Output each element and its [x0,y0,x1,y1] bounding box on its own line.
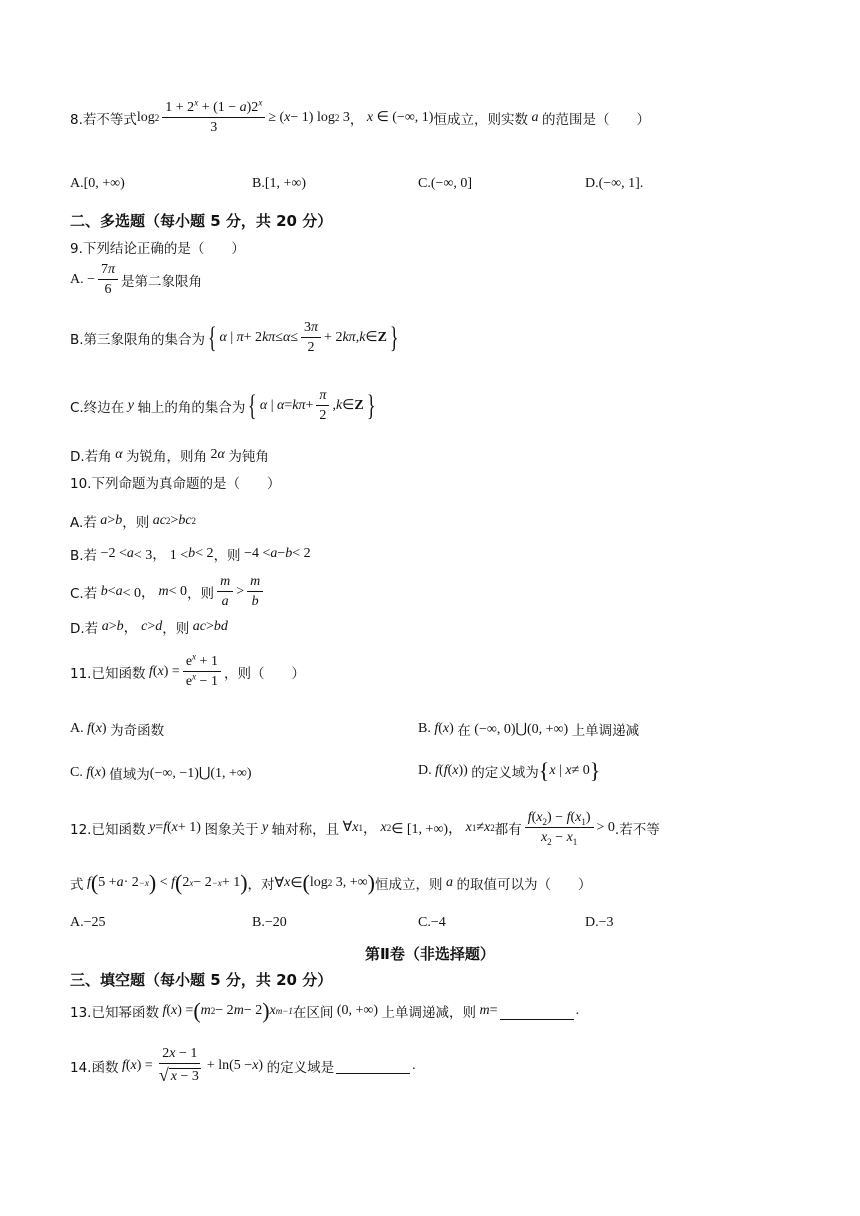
q8-sep: ， [349,111,364,128]
q8-option-b: B. [1, +∞) [252,176,307,191]
q12-option-d: D.−3 [585,915,614,930]
q8-option-d: D. (−∞, 1]. [585,176,644,191]
q11-option-b: B. f ( x ) 在 (−∞, 0)⋃(0, +∞) 上单调递减 [418,721,640,739]
q10-option-a: A.若 a > b ，则 ac 2 > bc 2 [70,513,197,531]
part-2-title: 第Ⅱ卷（非选择题） [365,945,495,963]
q10-option-d: D.若 a > b ， c > d ，则 ac > bd [70,619,228,637]
question-12-line-1: 12.已知函数 y = f ( x + 1) 图象关于 y 轴对称，且 ∀ x 1 ， x 2 ∈ [1, +∞)， x 1 ≠ x 2 都有 $\frac{f(x_2) - f(x_1)}{x_2 - x_1}$ > 0 .若不等 [70,810,660,848]
q8-suffix2: 的范围是（ ） [541,111,650,128]
q8-prefix: 8.若不等式 [70,111,137,128]
q9-option-c: C.终边在 y 轴上的角的集合为 { α | α = kπ + $\frac{\pi}{2}$ , k ∈ Z } [70,388,376,424]
q13-answer-blank[interactable] [500,1003,574,1020]
q11-option-d: D. f ( f ( x )) 的定义域为 { x | x ≠ 0 } [418,758,601,783]
q8-option-a: A. [0, +∞) [70,176,125,191]
q10-option-b: B.若 −2 < a < 3， 1 < b < 2 ，则 −4 < a − b < 2 [70,546,311,564]
q9-option-a: A. − $\frac{7\pi}{6}$ 是第二象限角 [70,262,203,298]
q11-option-a: A. f ( x ) 为奇函数 [70,721,165,739]
q12-option-b: B.−20 [252,915,287,930]
q11-option-c: C. f ( x ) 值域为 (−∞, −1)⋃(1, +∞) [70,765,252,783]
q12-option-a: A.−25 [70,915,106,930]
section-3-title: 三、填空题（每小题 5 分，共 20 分） [70,971,333,989]
q9-option-b: B.第三象限角的集合为 { α | π + 2 kπ ≤ α ≤ $\frac{3\pi}{2}$ + 2 kπ , k ∈ Z } [70,320,399,356]
question-14: 14.函数 f ( x ) = 2x − 1 √ x − 3 + ln(5 − x ) 的定义域是 . [70,1046,416,1086]
q10-option-c: C.若 b < a < 0， m < 0 ，则 $\frac{m}{a}$ > $\frac{m}{b}$ [70,574,266,610]
section-2-title: 二、多选题（每小题 5 分，共 20 分） [70,212,333,230]
question-10-stem: 10.下列命题为真命题的是（ ） [70,476,281,492]
question-13: 13.已知幂函数 f ( x ) = ( m 2 − 2 m − 2 ) x m−1 在区间 (0, +∞) 上单调递减，则 m = . [70,998,580,1023]
q9-option-d: D.若角 α 为锐角，则角 2 α 为钝角 [70,447,269,465]
q12-option-c: C.−4 [418,915,446,930]
question-12-line-2: 式 f ( 5 + a · 2 −x ) < f ( 2 x − 2 −x + 1 ) ，对 ∀ x ∈ ( log 2 3, +∞ ) 恒成立，则 a 的取值可以为（ ） [70,870,592,895]
question-9-stem: 9.下列结论正确的是（ ） [70,241,245,257]
question-11-stem: 11.已知函数 f ( x ) = $\frac{e^x + 1}{e^x - 1}$ ，则（ ） [70,651,305,690]
q8-option-c: C. (−∞, 0] [418,176,473,191]
q14-answer-blank[interactable] [336,1057,410,1074]
question-8: 8.若不等式 log 2 $\frac{1 + 2^x + (1 - a)2^x}{3}$ ≥ ( x − 1) log 2 3 ， x ∈ (−∞, 1) 恒成立，则实数 a 的范围是（ ） [70,97,650,136]
q8-suffix: 恒成立，则实数 [433,111,528,128]
